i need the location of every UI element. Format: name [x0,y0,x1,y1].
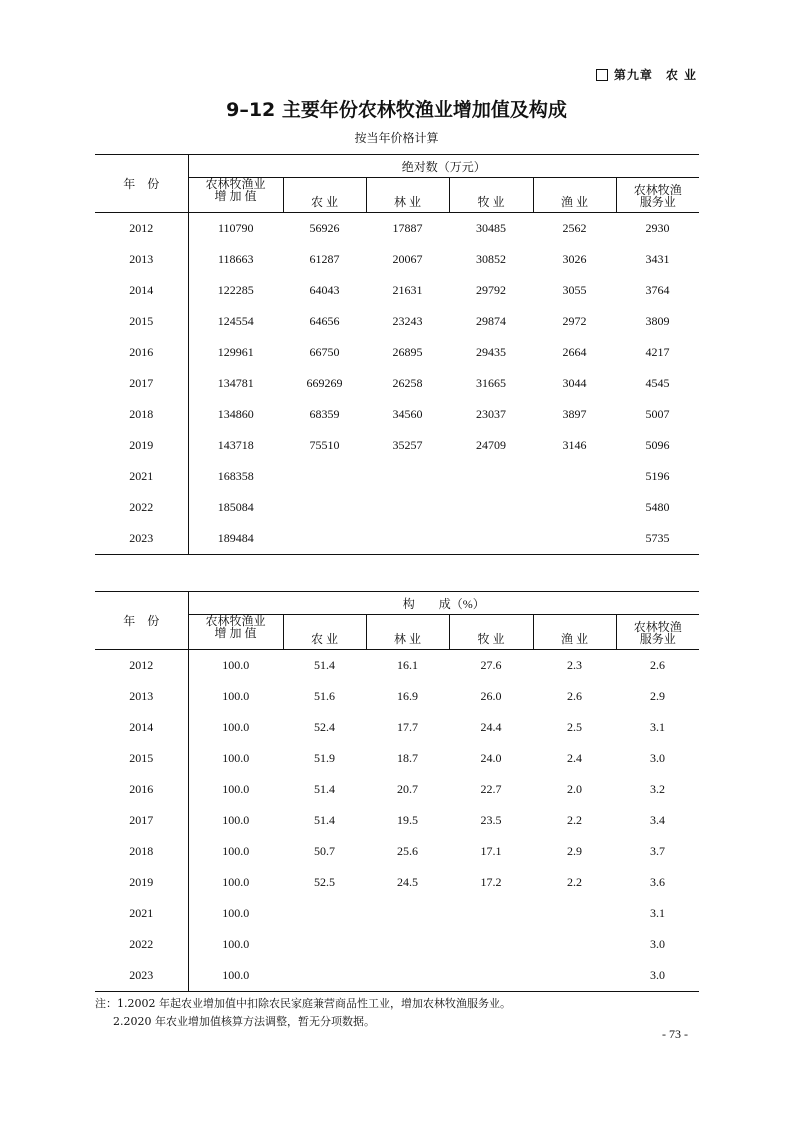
cell-animal: 23.5 [480,813,502,827]
cell-agri: 61287 [309,252,340,266]
cell-total: 185084 [217,500,254,514]
cell-agri: 64043 [309,283,340,297]
cell-total: 124554 [217,314,254,328]
cell-total: 100.0 [188,960,283,992]
cell-agri: 51.6 [314,689,335,703]
cell-total: 134860 [217,407,254,421]
fishery-header: 渔 业 [533,178,616,213]
cell-agri [283,929,366,960]
cell-fish: 3897 [562,407,587,421]
cell-year: 2017 [95,805,188,836]
table-row [95,492,699,523]
cell-year: 2022 [95,492,188,523]
cell-agri: 64656 [309,314,340,328]
cell-fish: 2.0 [567,782,582,796]
table-row [95,960,699,992]
composition-table [95,591,699,992]
cell-forest [366,492,449,523]
cell-forest: 17.7 [397,720,418,734]
agriculture-header: 农 业 [283,615,366,650]
cell-total: 143718 [217,438,254,452]
cell-service: 3.0 [650,937,665,951]
cell-total: 168358 [217,469,254,483]
cell-agri: 66750 [309,345,340,359]
cell-animal [449,461,533,492]
forestry-header: 林 业 [366,615,449,650]
cell-total: 122285 [217,283,254,297]
cell-fish: 2.5 [567,720,582,734]
page-number: - 73 - [662,1027,688,1041]
table-row [95,275,699,306]
cell-service: 5096 [645,438,670,452]
cell-fish [533,929,616,960]
cell-service: 3809 [645,314,670,328]
table-row [95,898,699,929]
group-header-composition: 构 成（%） [188,592,699,615]
cell-forest: 18.7 [397,751,418,765]
cell-forest [366,898,449,929]
cell-total: 100.0 [222,782,250,796]
absolute-value-table [95,154,699,555]
year-header: 年 份 [95,155,188,213]
cell-total: 100.0 [222,751,250,765]
animal-husbandry-header: 牧 业 [449,178,533,213]
cell-service: 5735 [616,523,699,555]
table-row [95,306,699,337]
fishery-header: 渔 业 [533,615,616,650]
cell-forest: 35257 [392,438,423,452]
year-header: 年 份 [95,592,188,650]
cell-service: 3.1 [650,720,665,734]
cell-total: 189484 [188,523,283,555]
total-header: 农林牧渔业 增 加 值 [205,614,266,640]
cell-fish [533,461,616,492]
cell-animal: 17.2 [480,875,502,889]
cell-fish: 3146 [562,438,587,452]
cell-year: 2013 [95,244,188,275]
cell-service: 3764 [645,283,670,297]
cell-animal: 23037 [476,407,506,421]
cell-animal: 24.4 [480,720,502,734]
cell-year: 2018 [95,399,188,430]
table-row [95,805,699,836]
cell-agri: 51.9 [314,751,335,765]
cell-forest: 23243 [392,314,423,328]
cell-animal: 29792 [476,283,506,297]
cell-agri: 669269 [306,376,343,390]
cell-year: 2012 [95,650,188,682]
cell-service: 4217 [645,345,670,359]
page-title: 9–12 主要年份农林牧渔业增加值及构成 [226,99,567,121]
cell-agri [283,523,366,555]
cell-fish [533,898,616,929]
cell-service: 2.9 [650,689,665,703]
cell-agri: 50.7 [314,844,335,858]
cell-total: 100.0 [222,689,250,703]
cell-year: 2013 [95,681,188,712]
table-row [95,399,699,430]
cell-service: 3.6 [650,875,665,889]
cell-forest: 25.6 [397,844,418,858]
cell-total: 100.0 [222,813,250,827]
table-row [95,430,699,461]
cell-animal: 29435 [476,345,506,359]
cell-service: 3.0 [616,960,699,992]
table-row [95,213,699,245]
forestry-header: 林 业 [366,178,449,213]
cell-service: 2.6 [650,658,665,672]
cell-animal [449,523,533,555]
total-header: 农林牧渔业 增 加 值 [205,177,266,203]
cell-total: 100.0 [222,937,250,951]
agriculture-header: 农 业 [283,178,366,213]
footnotes [95,995,511,1031]
cell-agri: 68359 [309,407,340,421]
cell-total: 134781 [217,376,254,390]
table-row [95,681,699,712]
cell-year: 2012 [95,213,188,245]
cell-service: 5480 [645,500,670,514]
cell-year: 2018 [95,836,188,867]
cell-forest: 26895 [392,345,423,359]
cell-year: 2015 [95,743,188,774]
cell-agri: 52.5 [314,875,335,889]
cell-forest: 16.9 [397,689,418,703]
table-row [95,867,699,898]
cell-service: 4545 [645,376,670,390]
cell-agri [283,898,366,929]
cell-total: 100.0 [222,844,250,858]
cell-animal: 31665 [476,376,506,390]
cell-agri: 56926 [309,221,340,235]
cell-service: 2930 [645,221,670,235]
cell-fish: 2.4 [567,751,582,765]
table-row [95,929,699,960]
table-row [95,461,699,492]
cell-fish: 3044 [562,376,587,390]
cell-year: 2015 [95,306,188,337]
cell-animal: 27.6 [480,658,502,672]
cell-total: 100.0 [222,720,250,734]
cell-total: 100.0 [222,906,250,920]
cell-year: 2021 [95,898,188,929]
cell-animal: 24709 [476,438,506,452]
footnote-2: 2.2020 年农业增加值核算方法调整，暂无分项数据。 [113,1015,375,1028]
table-row [95,712,699,743]
table-row [95,523,699,555]
cell-animal: 22.7 [480,782,502,796]
cell-animal: 17.1 [480,844,502,858]
cell-fish: 2.3 [567,658,582,672]
cell-service: 5196 [645,469,670,483]
cell-fish: 3055 [562,283,587,297]
cell-forest: 19.5 [397,813,418,827]
cell-agri: 51.4 [314,782,335,796]
chapter-header [596,66,697,83]
cell-agri [283,492,366,523]
cell-agri: 51.4 [314,813,335,827]
cell-forest: 17887 [392,221,423,235]
cell-agri [283,461,366,492]
cell-forest: 24.5 [397,875,418,889]
cell-year: 2014 [95,275,188,306]
animal-husbandry-header: 牧 业 [449,615,533,650]
cell-fish: 2.2 [567,875,582,889]
cell-forest: 16.1 [397,658,418,672]
cell-animal: 26.0 [480,689,502,703]
cell-year: 2023 [95,960,188,992]
cell-forest: 20.7 [397,782,418,796]
chapter-label: 第九章 农 业 [613,68,697,82]
cell-animal [449,492,533,523]
footnote-1: 注：1.2002 年起农业增加值中扣除农民家庭兼营商品性工业，增加农林牧渔服务业。 [95,997,511,1010]
table-row [95,337,699,368]
table-row [95,774,699,805]
cell-total: 110790 [217,221,254,235]
cell-total: 118663 [217,252,254,266]
cell-service: 3.1 [650,906,665,920]
cell-year: 2023 [95,523,188,555]
cell-year: 2016 [95,774,188,805]
cell-service: 3431 [645,252,670,266]
cell-animal [449,929,533,960]
page-subtitle: 按当年价格计算 [354,131,439,145]
cell-fish: 2.2 [567,813,582,827]
cell-forest [366,929,449,960]
cell-forest [366,461,449,492]
table-row [95,743,699,774]
service-header: 农林牧渔 服务业 [616,178,699,213]
cell-forest [366,960,449,992]
table-row [95,650,699,682]
cell-year: 2019 [95,430,188,461]
cell-service: 3.0 [650,751,665,765]
cell-total: 129961 [217,345,254,359]
cell-year: 2017 [95,368,188,399]
cell-total: 100.0 [222,875,250,889]
cell-animal [449,960,533,992]
cell-service: 3.4 [650,813,665,827]
cell-agri: 51.4 [314,658,335,672]
cell-service: 5007 [645,407,670,421]
table-row [95,836,699,867]
cell-fish: 2.9 [567,844,582,858]
square-icon [596,69,608,81]
cell-fish: 2972 [562,314,587,328]
cell-animal: 29874 [476,314,506,328]
cell-year: 2016 [95,337,188,368]
cell-fish: 2.6 [567,689,582,703]
cell-forest [366,523,449,555]
cell-forest: 20067 [392,252,423,266]
cell-fish: 2664 [562,345,587,359]
cell-total: 100.0 [222,658,250,672]
cell-fish: 2562 [562,221,587,235]
cell-year: 2021 [95,461,188,492]
cell-service: 3.7 [650,844,665,858]
cell-forest: 26258 [392,376,423,390]
service-header: 农林牧渔 服务业 [616,615,699,650]
cell-fish [533,960,616,992]
group-header-absolute: 绝对数（万元） [188,155,699,178]
cell-agri [283,960,366,992]
cell-fish [533,523,616,555]
cell-animal: 24.0 [480,751,502,765]
cell-year: 2022 [95,929,188,960]
cell-year: 2014 [95,712,188,743]
table-row [95,244,699,275]
cell-animal: 30852 [476,252,506,266]
cell-forest: 21631 [392,283,423,297]
cell-fish [533,492,616,523]
cell-year: 2019 [95,867,188,898]
cell-forest: 34560 [392,407,423,421]
cell-agri: 75510 [309,438,340,452]
cell-animal [449,898,533,929]
table-row [95,368,699,399]
cell-agri: 52.4 [314,720,335,734]
cell-animal: 30485 [476,221,506,235]
cell-fish: 3026 [562,252,587,266]
cell-service: 3.2 [650,782,665,796]
